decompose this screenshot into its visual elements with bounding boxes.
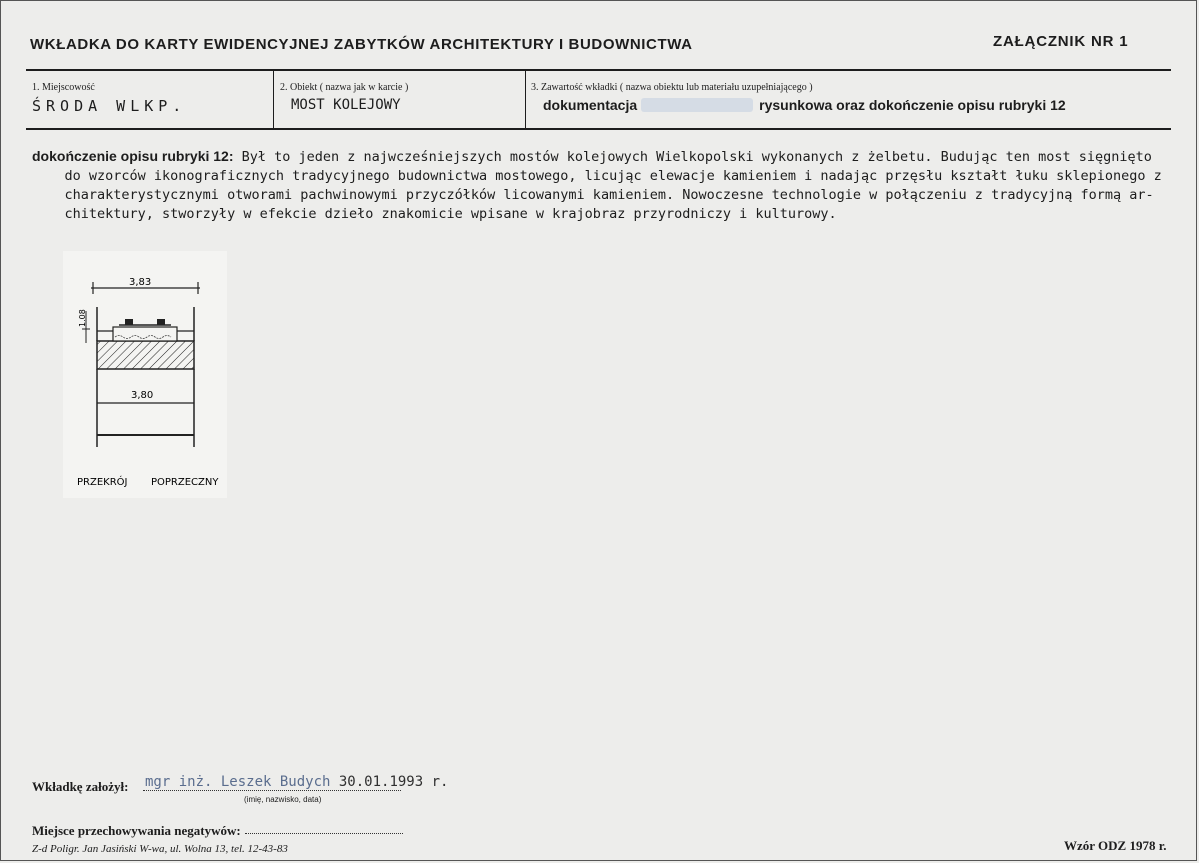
- cell-divider-1: [273, 71, 274, 128]
- form-title: WKŁADKA DO KARTY EWIDENCYJNEJ ZABYTKÓW ARCHITEKTURY I BUDOWNICTWA: [30, 36, 693, 53]
- form-pattern: Wzór ODZ 1978 r.: [1064, 838, 1167, 853]
- founded-dotted-line: [143, 790, 401, 791]
- redacted-smudge: [641, 98, 753, 112]
- founded-suffix: r.: [431, 774, 449, 790]
- cross-section-drawing: [63, 251, 227, 498]
- annex-number: ZAŁĄCZNIK NR 1: [993, 33, 1129, 50]
- description-text-1: Był to jeden z najwcześniejszych mostów kolejowych Wielkopolski wykonanych z żelbetu. Budując ten most sięgnięto: [233, 149, 1152, 165]
- dim-bottom-label: 3,80: [131, 390, 154, 401]
- description-line-2: do wzorców ikonograficznych tradycyjnego budownictwa mostowego, licując elewacje kamieniem i nadając przęsłu kształt łuku sklepionego z: [32, 168, 1162, 184]
- founded-value: [145, 774, 448, 790]
- header-divider-bottom: [26, 128, 1171, 130]
- locality-value: ŚRODA WLKP.: [32, 97, 187, 115]
- negatives-dotted-line: [245, 833, 403, 834]
- cross-section-svg: [63, 251, 227, 498]
- description-line-4: chitektury, stworzyły w efekcie dzieło znakomicie wpisane w krajobraz przyrodniczy i kulturowy.: [32, 206, 837, 222]
- header-divider-top: [26, 69, 1171, 71]
- dim-side-label: 1.08: [78, 309, 87, 327]
- cell-divider-2: [525, 71, 526, 128]
- description-block: [32, 147, 1192, 224]
- caption-right: POPRZECZNY: [151, 477, 219, 488]
- founded-name: mgr inż. Leszek Budych: [145, 774, 331, 790]
- description-line-1: [32, 147, 1192, 167]
- object-value: MOST KOLEJOWY: [291, 97, 401, 113]
- negatives-label: Miejsce przechowywania negatywów:: [32, 823, 241, 838]
- printer-imprint: Z-d Poligr. Jan Jasiński W-wa, ul. Wolna 13, tel. 12-43-83: [32, 843, 288, 855]
- dim-top-label: 3,83: [129, 277, 152, 288]
- locality-label: 1. Miejscowość: [32, 82, 95, 93]
- content-value: [543, 97, 1066, 113]
- founded-label: Wkładkę założył:: [32, 779, 129, 794]
- object-label: 2. Obiekt ( nazwa jak w karcie ): [280, 82, 409, 93]
- caption-left: PRZEKRÓJ: [77, 477, 128, 488]
- description-lead: dokończenie opisu rubryki 12:: [32, 148, 234, 164]
- content-value-start: dokumentacja: [543, 97, 638, 113]
- description-line-3: charakterystycznymi otworami pachwinowymi przyczółków licowanymi kamieniem. Nowoczesne technologie w połączeniu z tradycyjną formą ar-: [32, 187, 1154, 203]
- content-value-end: rysunkowa oraz dokończenie opisu rubryki 12: [759, 97, 1066, 113]
- content-label: 3. Zawartość wkładki ( nazwa obiektu lub materiału uzupełniającego ): [531, 82, 813, 93]
- founded-hint: (imię, nazwisko, data): [244, 795, 322, 804]
- founded-date: 30.01.1993: [338, 774, 424, 790]
